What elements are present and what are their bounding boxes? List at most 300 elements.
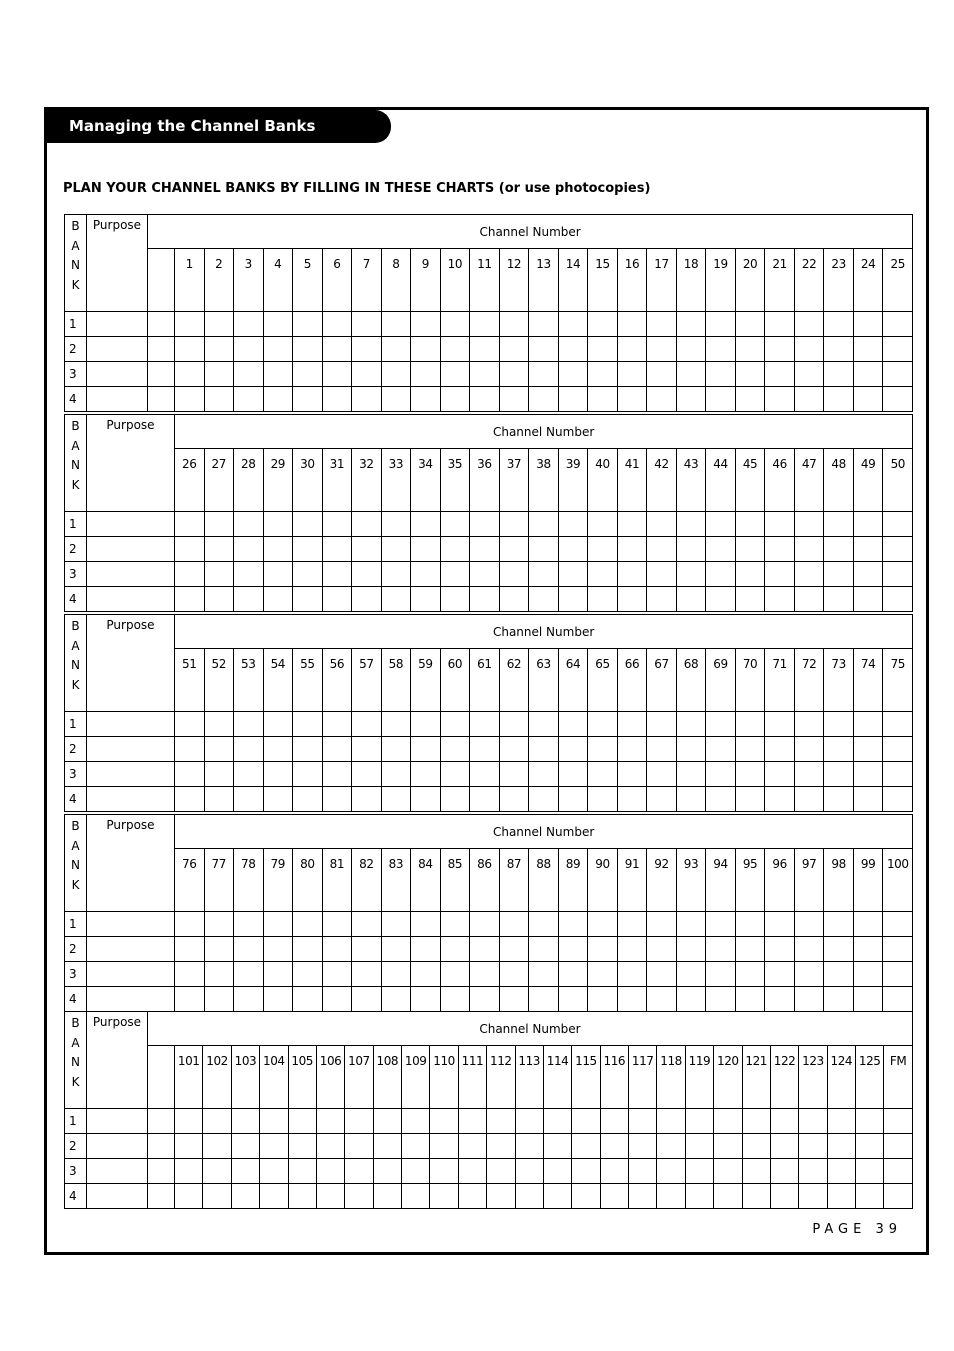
fill-in-cell bbox=[706, 362, 736, 387]
fill-in-cell bbox=[853, 762, 883, 787]
fill-in-cell bbox=[706, 537, 736, 562]
fill-in-cell bbox=[175, 512, 205, 537]
fill-in-cell bbox=[345, 1109, 373, 1134]
fill-in-cell bbox=[175, 1134, 203, 1159]
fill-in-cell bbox=[373, 1159, 401, 1184]
fill-in-cell bbox=[735, 912, 765, 937]
channel-number: 93 bbox=[676, 849, 706, 912]
fill-in-cell bbox=[322, 987, 352, 1012]
purpose-cell bbox=[87, 512, 175, 537]
fill-in-cell bbox=[765, 362, 795, 387]
fill-in-cell bbox=[204, 737, 234, 762]
fill-in-cell bbox=[543, 1159, 571, 1184]
fill-in-cell bbox=[794, 537, 824, 562]
fill-in-cell bbox=[288, 1134, 316, 1159]
bank-letter: K bbox=[71, 877, 80, 892]
fill-in-cell bbox=[487, 1184, 515, 1209]
fill-in-cell bbox=[794, 787, 824, 812]
fill-in-cell bbox=[470, 312, 500, 337]
fill-in-cell bbox=[411, 362, 441, 387]
fill-in-cell bbox=[529, 562, 559, 587]
fill-in-cell bbox=[411, 562, 441, 587]
fill-in-cell bbox=[204, 587, 234, 612]
fill-in-cell bbox=[175, 1184, 203, 1209]
channel-number: 37 bbox=[499, 449, 529, 512]
fill-in-cell bbox=[234, 987, 264, 1012]
fill-in-cell bbox=[148, 1159, 175, 1184]
fill-in-cell bbox=[676, 312, 706, 337]
fill-in-cell bbox=[735, 362, 765, 387]
fill-in-cell bbox=[676, 537, 706, 562]
fill-in-cell bbox=[824, 912, 854, 937]
fill-in-cell bbox=[470, 562, 500, 587]
fill-in-cell bbox=[883, 712, 913, 737]
fill-in-cell bbox=[742, 1109, 770, 1134]
fill-in-cell bbox=[234, 912, 264, 937]
fill-in-cell bbox=[735, 537, 765, 562]
bank-number: 4 bbox=[65, 1184, 87, 1209]
channel-number: 96 bbox=[765, 849, 795, 912]
fill-in-cell bbox=[322, 737, 352, 762]
fill-in-cell bbox=[293, 712, 323, 737]
fill-in-cell bbox=[600, 1159, 628, 1184]
channel-number: 41 bbox=[617, 449, 647, 512]
fill-in-cell bbox=[883, 362, 913, 387]
fill-in-cell bbox=[175, 562, 205, 587]
channel-number: 23 bbox=[824, 249, 854, 312]
table-header-row bbox=[65, 815, 913, 849]
channel-number: 98 bbox=[824, 849, 854, 912]
fill-in-cell bbox=[770, 1109, 798, 1134]
fill-in-cell bbox=[381, 787, 411, 812]
fill-in-cell bbox=[676, 937, 706, 962]
fill-in-cell bbox=[231, 1184, 259, 1209]
fill-in-cell bbox=[685, 1184, 713, 1209]
channel-number: 110 bbox=[430, 1046, 458, 1109]
bank-header bbox=[65, 615, 87, 712]
channel-number: 38 bbox=[529, 449, 559, 512]
purpose-cell bbox=[87, 1134, 148, 1159]
fill-in-cell bbox=[293, 362, 323, 387]
fill-in-cell bbox=[765, 337, 795, 362]
channel-number: 101 bbox=[175, 1046, 203, 1109]
fill-in-cell bbox=[572, 1134, 600, 1159]
fill-in-cell bbox=[588, 312, 618, 337]
fill-in-cell bbox=[794, 962, 824, 987]
bank-letter: B bbox=[71, 419, 80, 433]
purpose-header: Purpose bbox=[87, 1012, 148, 1109]
fill-in-cell bbox=[883, 537, 913, 562]
channel-number: 73 bbox=[824, 649, 854, 712]
fill-in-cell bbox=[853, 512, 883, 537]
fill-in-cell bbox=[204, 312, 234, 337]
channel-number: 65 bbox=[588, 649, 618, 712]
fill-in-cell bbox=[706, 337, 736, 362]
fill-in-cell bbox=[175, 987, 205, 1012]
channel-number: 100 bbox=[883, 849, 913, 912]
fill-in-cell bbox=[322, 912, 352, 937]
fill-in-cell bbox=[558, 737, 588, 762]
fill-in-cell bbox=[714, 1159, 742, 1184]
fill-in-cell bbox=[204, 762, 234, 787]
bank-letter: B bbox=[71, 219, 80, 233]
channel-number: 87 bbox=[499, 849, 529, 912]
fill-in-cell bbox=[676, 987, 706, 1012]
fill-in-cell bbox=[316, 1159, 344, 1184]
channel-number: 51 bbox=[175, 649, 205, 712]
fill-in-cell bbox=[381, 537, 411, 562]
fill-in-cell bbox=[470, 937, 500, 962]
fill-in-cell bbox=[706, 587, 736, 612]
channel-number: 3 bbox=[234, 249, 264, 312]
channel-number: 19 bbox=[706, 249, 736, 312]
fill-in-cell bbox=[706, 312, 736, 337]
fill-in-cell bbox=[588, 737, 618, 762]
fill-in-cell bbox=[381, 312, 411, 337]
fill-in-cell bbox=[293, 787, 323, 812]
bank-row bbox=[65, 1159, 913, 1184]
fill-in-cell bbox=[288, 1159, 316, 1184]
fill-in-cell bbox=[853, 987, 883, 1012]
fill-in-cell bbox=[853, 912, 883, 937]
fill-in-cell bbox=[175, 737, 205, 762]
fill-in-cell bbox=[263, 712, 293, 737]
fill-in-cell bbox=[529, 737, 559, 762]
fill-in-cell bbox=[883, 562, 913, 587]
fill-in-cell bbox=[288, 1109, 316, 1134]
purpose-cell bbox=[87, 1159, 148, 1184]
fill-in-cell bbox=[487, 1134, 515, 1159]
bank-letter: K bbox=[71, 277, 80, 292]
fill-in-cell bbox=[175, 337, 205, 362]
channel-number: 86 bbox=[470, 849, 500, 912]
channel-number: 70 bbox=[735, 649, 765, 712]
fill-in-cell bbox=[263, 962, 293, 987]
fill-in-cell bbox=[765, 537, 795, 562]
channel-number: 76 bbox=[175, 849, 205, 912]
fill-in-cell bbox=[676, 962, 706, 987]
fill-in-cell bbox=[440, 962, 470, 987]
fill-in-cell bbox=[263, 537, 293, 562]
fill-in-cell bbox=[288, 1184, 316, 1209]
channel-number: 68 bbox=[676, 649, 706, 712]
fill-in-cell bbox=[617, 962, 647, 987]
channel-number: 56 bbox=[322, 649, 352, 712]
fill-in-cell bbox=[824, 312, 854, 337]
fill-in-cell bbox=[765, 737, 795, 762]
fill-in-cell bbox=[293, 512, 323, 537]
channel-number: 54 bbox=[263, 649, 293, 712]
fill-in-cell bbox=[824, 512, 854, 537]
fill-in-cell bbox=[234, 937, 264, 962]
channel-number: 10 bbox=[440, 249, 470, 312]
fill-in-cell bbox=[647, 387, 677, 412]
fill-in-cell bbox=[657, 1109, 685, 1134]
purpose-cell bbox=[87, 787, 175, 812]
fill-in-cell bbox=[735, 562, 765, 587]
fill-in-cell bbox=[204, 512, 234, 537]
channel-number: FM bbox=[884, 1046, 913, 1109]
fill-in-cell bbox=[735, 512, 765, 537]
fill-in-cell bbox=[617, 362, 647, 387]
channel-number: 11 bbox=[470, 249, 500, 312]
fill-in-cell bbox=[647, 762, 677, 787]
fill-in-cell bbox=[352, 337, 382, 362]
fill-in-cell bbox=[234, 712, 264, 737]
fill-in-cell bbox=[499, 562, 529, 587]
fill-in-cell bbox=[203, 1134, 231, 1159]
channel-number: 104 bbox=[260, 1046, 288, 1109]
channel-number: 118 bbox=[657, 1046, 685, 1109]
channel-number: 79 bbox=[263, 849, 293, 912]
fill-in-cell bbox=[234, 537, 264, 562]
fill-in-cell bbox=[617, 737, 647, 762]
fill-in-cell bbox=[440, 362, 470, 387]
fill-in-cell bbox=[381, 737, 411, 762]
fill-in-cell bbox=[883, 337, 913, 362]
fill-in-cell bbox=[529, 387, 559, 412]
channel-number: 36 bbox=[470, 449, 500, 512]
fill-in-cell bbox=[293, 337, 323, 362]
fill-in-cell bbox=[402, 1159, 430, 1184]
fill-in-cell bbox=[617, 512, 647, 537]
channel-number: 63 bbox=[529, 649, 559, 712]
fill-in-cell bbox=[234, 312, 264, 337]
fill-in-cell bbox=[765, 562, 795, 587]
fill-in-cell bbox=[263, 512, 293, 537]
fill-in-cell bbox=[263, 987, 293, 1012]
fill-in-cell bbox=[411, 512, 441, 537]
fill-in-cell bbox=[883, 762, 913, 787]
fill-in-cell bbox=[411, 312, 441, 337]
fill-in-cell bbox=[204, 962, 234, 987]
fill-in-cell bbox=[647, 562, 677, 587]
fill-in-cell bbox=[617, 562, 647, 587]
fill-in-cell bbox=[470, 362, 500, 387]
fill-in-cell bbox=[373, 1184, 401, 1209]
fill-in-cell bbox=[657, 1134, 685, 1159]
channel-number: 21 bbox=[765, 249, 795, 312]
fill-in-cell bbox=[345, 1184, 373, 1209]
fill-in-cell bbox=[499, 587, 529, 612]
fill-in-cell bbox=[175, 537, 205, 562]
bank-number: 3 bbox=[65, 362, 87, 387]
fill-in-cell bbox=[799, 1184, 827, 1209]
channel-number-header: Channel Number bbox=[175, 815, 913, 849]
fill-in-cell bbox=[853, 387, 883, 412]
fill-in-cell bbox=[381, 387, 411, 412]
fill-in-cell bbox=[411, 537, 441, 562]
fill-in-cell bbox=[440, 937, 470, 962]
fill-in-cell bbox=[263, 337, 293, 362]
channel-number: 24 bbox=[853, 249, 883, 312]
fill-in-cell bbox=[647, 587, 677, 612]
fill-in-cell bbox=[883, 312, 913, 337]
fill-in-cell bbox=[824, 362, 854, 387]
channel-number: 34 bbox=[411, 449, 441, 512]
bank-number: 4 bbox=[65, 787, 87, 812]
bank-letter: A bbox=[71, 638, 80, 653]
purpose-cell bbox=[87, 362, 148, 387]
channel-number: 27 bbox=[204, 449, 234, 512]
fill-in-cell bbox=[381, 337, 411, 362]
fill-in-cell bbox=[234, 362, 264, 387]
fill-in-cell bbox=[735, 737, 765, 762]
fill-in-cell bbox=[381, 512, 411, 537]
fill-in-cell bbox=[148, 387, 175, 412]
fill-in-cell bbox=[676, 512, 706, 537]
fill-in-cell bbox=[676, 712, 706, 737]
channel-number: 52 bbox=[204, 649, 234, 712]
fill-in-cell bbox=[263, 762, 293, 787]
purpose-cell bbox=[87, 537, 175, 562]
fill-in-cell bbox=[588, 362, 618, 387]
fill-in-cell bbox=[381, 987, 411, 1012]
channel-number: 119 bbox=[685, 1046, 713, 1109]
bank-header bbox=[65, 415, 87, 512]
bank-letter: K bbox=[71, 477, 80, 492]
fill-in-cell bbox=[440, 737, 470, 762]
fill-in-cell bbox=[411, 937, 441, 962]
fill-in-cell bbox=[617, 337, 647, 362]
channel-number: 97 bbox=[794, 849, 824, 912]
fill-in-cell bbox=[499, 712, 529, 737]
fill-in-cell bbox=[440, 512, 470, 537]
fill-in-cell bbox=[856, 1159, 884, 1184]
channel-number-header: Channel Number bbox=[148, 1012, 913, 1046]
fill-in-cell bbox=[853, 537, 883, 562]
fill-in-cell bbox=[558, 312, 588, 337]
channel-number: 39 bbox=[558, 449, 588, 512]
fill-in-cell bbox=[794, 362, 824, 387]
fill-in-cell bbox=[706, 962, 736, 987]
fill-in-cell bbox=[352, 387, 382, 412]
fill-in-cell bbox=[322, 787, 352, 812]
bank-letter: K bbox=[71, 1074, 80, 1089]
channel-number: 108 bbox=[373, 1046, 401, 1109]
fill-in-cell bbox=[204, 787, 234, 812]
fill-in-cell bbox=[529, 912, 559, 937]
fill-in-cell bbox=[794, 562, 824, 587]
fill-in-cell bbox=[529, 537, 559, 562]
fill-in-cell bbox=[529, 337, 559, 362]
fill-in-cell bbox=[588, 712, 618, 737]
fill-in-cell bbox=[204, 387, 234, 412]
fill-in-cell bbox=[345, 1134, 373, 1159]
channel-number: 4 bbox=[263, 249, 293, 312]
fill-in-cell bbox=[706, 512, 736, 537]
fill-in-cell bbox=[260, 1109, 288, 1134]
fill-in-cell bbox=[352, 962, 382, 987]
bank-letter: N bbox=[71, 658, 80, 672]
fill-in-cell bbox=[884, 1184, 913, 1209]
fill-in-cell bbox=[487, 1109, 515, 1134]
fill-in-cell bbox=[440, 387, 470, 412]
bank-letter: A bbox=[71, 1035, 80, 1050]
fill-in-cell bbox=[515, 1109, 543, 1134]
fill-in-cell bbox=[824, 712, 854, 737]
fill-in-cell bbox=[647, 962, 677, 987]
table-header-row bbox=[65, 1012, 913, 1046]
fill-in-cell bbox=[629, 1109, 657, 1134]
fill-in-cell bbox=[827, 1134, 855, 1159]
bank-number: 4 bbox=[65, 387, 87, 412]
fill-in-cell bbox=[263, 937, 293, 962]
fill-in-cell bbox=[706, 762, 736, 787]
fill-in-cell bbox=[430, 1184, 458, 1209]
fill-in-cell bbox=[765, 512, 795, 537]
bank-header bbox=[65, 215, 87, 312]
fill-in-cell bbox=[794, 912, 824, 937]
fill-in-cell bbox=[735, 987, 765, 1012]
channel-number: 80 bbox=[293, 849, 323, 912]
fill-in-cell bbox=[411, 587, 441, 612]
channel-number: 109 bbox=[402, 1046, 430, 1109]
purpose-cell bbox=[87, 937, 175, 962]
channel-number: 121 bbox=[742, 1046, 770, 1109]
fill-in-cell bbox=[558, 337, 588, 362]
fill-in-cell bbox=[293, 987, 323, 1012]
purpose-cell bbox=[87, 962, 175, 987]
channel-number: 29 bbox=[263, 449, 293, 512]
fill-in-cell bbox=[352, 787, 382, 812]
fill-in-cell bbox=[322, 337, 352, 362]
fill-in-cell bbox=[853, 562, 883, 587]
fill-in-cell bbox=[588, 387, 618, 412]
fill-in-cell bbox=[572, 1184, 600, 1209]
bank-letter: N bbox=[71, 1055, 80, 1069]
bank-row bbox=[65, 312, 913, 337]
fill-in-cell bbox=[588, 762, 618, 787]
channel-number: 2 bbox=[204, 249, 234, 312]
channel-number: 123 bbox=[799, 1046, 827, 1109]
channel-number: 69 bbox=[706, 649, 736, 712]
channel-number: 75 bbox=[883, 649, 913, 712]
fill-in-cell bbox=[322, 537, 352, 562]
fill-in-cell bbox=[293, 737, 323, 762]
channel-number: 82 bbox=[352, 849, 382, 912]
purpose-cell bbox=[87, 762, 175, 787]
fill-in-cell bbox=[884, 1134, 913, 1159]
fill-in-cell bbox=[824, 962, 854, 987]
fill-in-cell bbox=[440, 337, 470, 362]
bank-number: 1 bbox=[65, 512, 87, 537]
fill-in-cell bbox=[175, 762, 205, 787]
fill-in-cell bbox=[381, 587, 411, 612]
fill-in-cell bbox=[853, 337, 883, 362]
bank-letter: B bbox=[71, 819, 80, 833]
fill-in-cell bbox=[529, 762, 559, 787]
channel-number: 12 bbox=[499, 249, 529, 312]
fill-in-cell bbox=[794, 337, 824, 362]
fill-in-cell bbox=[735, 762, 765, 787]
fill-in-cell bbox=[827, 1184, 855, 1209]
fill-in-cell bbox=[234, 962, 264, 987]
fill-in-cell bbox=[352, 537, 382, 562]
fill-in-cell bbox=[470, 387, 500, 412]
fill-in-cell bbox=[293, 537, 323, 562]
fill-in-cell bbox=[148, 312, 175, 337]
bank-number: 3 bbox=[65, 762, 87, 787]
fill-in-cell bbox=[558, 387, 588, 412]
channel-number: 44 bbox=[706, 449, 736, 512]
bank-row bbox=[65, 762, 913, 787]
fill-in-cell bbox=[204, 937, 234, 962]
fill-in-cell bbox=[617, 762, 647, 787]
fill-in-cell bbox=[499, 937, 529, 962]
fill-in-cell bbox=[373, 1134, 401, 1159]
fill-in-cell bbox=[883, 937, 913, 962]
